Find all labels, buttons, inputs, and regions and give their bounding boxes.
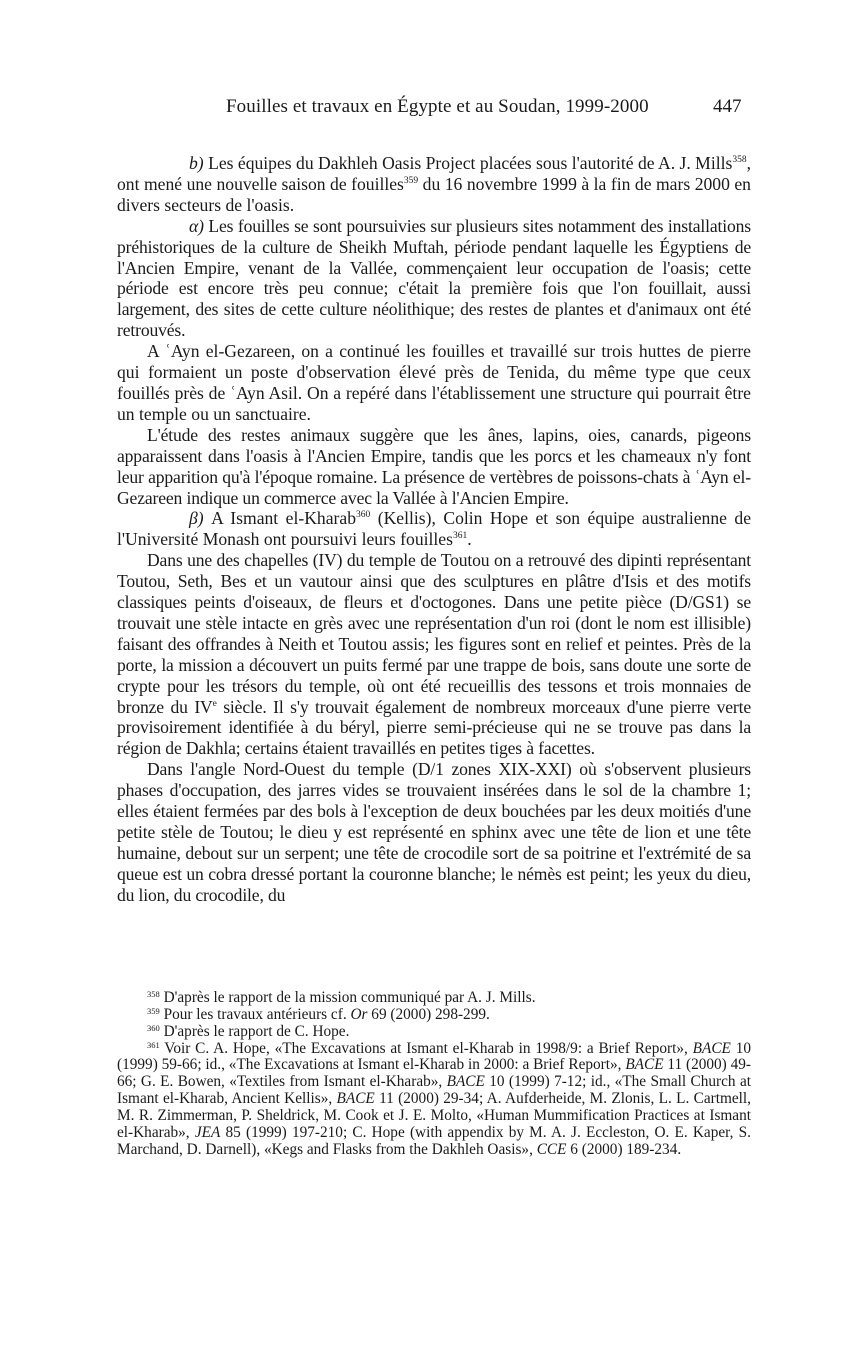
paragraph-ayn-el-gezareen: A ʿAyn el-Gezareen, on a continué les fouilles et travaillé sur trois huttes de pierre qui formaient un poste d'observation élevé près de Tenida, du même type que ceux fouillés près de ʿAyn Asil. On a repéré dans l'établissement une structure qui pourrait être un temple ou un sanctuaire. [117,341,751,424]
footnote-ref-358: 358 [732,155,747,165]
footnote-360: $^{360}$ D'après le rapport de C. Hope. [147,1022,350,1040]
section-marker: β) [189,508,204,529]
page-number: 447 [713,96,742,117]
footnote-ref-361: 361 [452,531,468,542]
footnotes [117,990,751,1158]
paragraph-b-dakhleh: b) Les équipes du Dakhleh Oasis Project placées sous l'autorité de A. J. Mills$^{358}$, ont mené une nouvelle saison de fouilles$^{359}$ du 16 novembre 1999 à la fin de mars 2000 en divers secteurs de l'oasis. [117,153,751,215]
paragraph-angle-nord-ouest: Dans l'angle Nord-Ouest du temple (D/1 zones XIX-XXI) où s'observent plusieurs phases d'occupation, des jarres vides se trouvaient insérées dans le sol de la chambre 1; elles étaient fermées par des bols à l'exception de deux bouchées par les deux moitiés d'une petite stèle de Toutou; le dieu y est représenté en sphinx avec une tête de lion et une tête humaine, debout sur un serpent; une tête de crocodile sort de sa poitrine et l'extrémité de sa queue est un cobra dressé portant la couronne blanche; le némès est peint; les yeux du dieu, du lion, du crocodile, du [117,759,751,905]
running-title: Fouilles et travaux en Égypte et au Soudan, 1999-2000 [226,96,649,117]
paragraph-restes-animaux: L'étude des restes animaux suggère que les ânes, lapins, oies, canards, pigeons apparaissent dans l'oasis à l'Ancien Empire, tandis que les porcs et les chameaux n'y font leur apparition qu'à l'époque romaine. La présence de vertèbres de poissons-chats à ʿAyn el-Gezareen indique un commerce avec la Vallée à l'Ancien Empire. [117,424,751,508]
paragraph-alpha-fouilles: α) Les fouilles se sont poursuivies sur plusieurs sites notamment des installations préhistoriques de la culture de Sheikh Muftah, période pendant laquelle les Égyptiens de l'Ancien Empire, venant de la Vallée, commençaient leur occupation de l'oasis; cette période est encore très peu connue; c'était la première fois que l'on fouillait, aussi largement, des sites de cette culture néolithique; des restes de plantes et d'animaux ont été retrouvés. [117,215,751,341]
paragraph-chapelles: Dans une des chapelles (IV) du temple de Toutou on a retrouvé des dipinti représentant Toutou, Seth, Bes et un vautour ainsi que des sculptures en plâtre d'Isis et des motifs classiques peints d'oiseaux, de fleurs et d'octogones. Dans une petite pièce (D/GS1) se trouvait une stèle intacte en grès avec une représentation d'un roi (dont le nom est illisible) faisant des offrandes à Neith et Toutou assis; les figures sont en relief et peintes. Près de la porte, la mission a découvert un puits fermé par une trappe de bois, sans doute une sorte de crypte pour les trésors du temple, où ont été recueillis des tessons et trois monnaies de bronze du IVe siècle. Il s'y trouvait également de nombreux morceaux d'une pierre verte provisoirement identifiée à du béryl, pierre semi-précieuse qui ne se trouve pas dans la région de Dakhla; certains étaient travaillés en petites tiges à facettes. [117,550,751,759]
footnote-358: $^{358}$ D'après le rapport de la mission communiqué par A. J. Mills. [147,989,536,1006]
section-marker: b) [189,153,204,173]
footnote-ref-359: 359 [403,175,419,186]
main-text [117,153,751,906]
section-marker: α) [189,215,204,236]
footnote-361: $^{361}$ Voir C. A. Hope, «The Excavations at Ismant el-Kharab in 1998/9: a Brief Report», BACE 10 (1999) 59-66; id., «The Excavations at Ismant el-Kharab in 2000: a Brief Report», BACE 11 (2000) 49-66; G. E. Bowen, «Textiles from Ismant el-Kharab», BACE 10 (1999) 7-12; id., «The Small Church at Ismant el-Kharab, Ancient Kellis», BACE 11 (2000) 29-34; A. Aufderheide, M. Zlonis, L. L. Cartmell, M. R. Zimmerman, P. Sheldrick, M. Cook et J. E. Molto, «Human Mummification Practices at Ismant el-Kharab», JEA 85 (1999) 197-210; C. Hope (with appendix by M. A. J. Eccleston, O. E. Kaper, S. Marchand, D. Darnell), «Kegs and Flasks from the Dakhleh Oasis», CCE 6 (2000) 189-234. [117,1039,752,1158]
century-superscript: e [212,698,217,709]
paragraph-beta-ismant: β) A Ismant el-Kharab$^{360}$ (Kellis), Colin Hope et son équipe australienne de l'Université Monash ont poursuivi leurs fouilles$^{361}$. [117,508,751,550]
footnote-359: $^{359}$ Pour les travaux antérieurs cf. Or 69 (2000) 298-299. [147,1005,490,1023]
footnote-ref-360: 360 [356,510,371,521]
